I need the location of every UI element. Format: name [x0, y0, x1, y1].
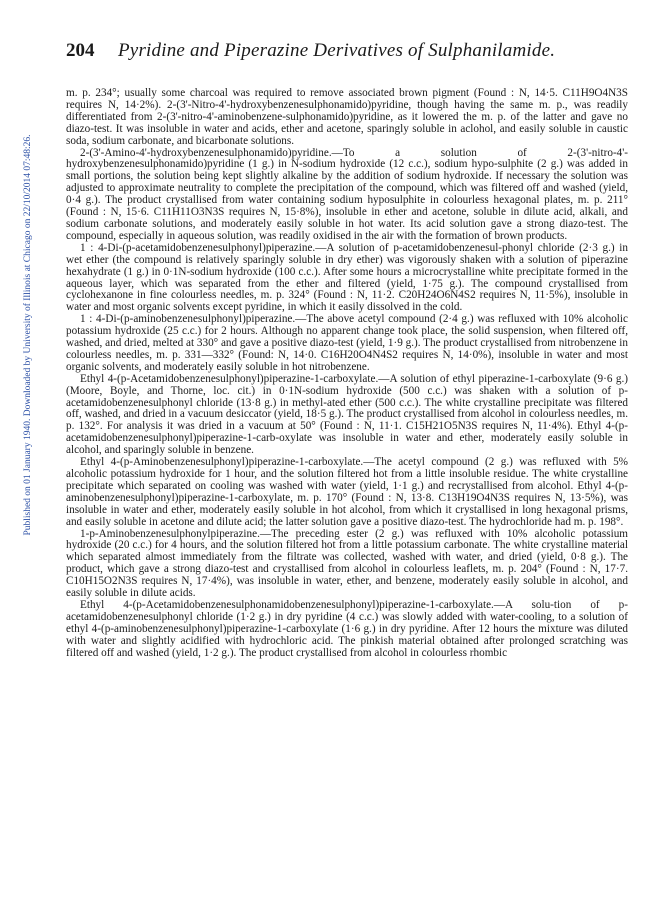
paragraph: m. p. 234°; usually some charcoal was required to remove associated brown pigment (Found : N, 14·5. C11H9O4N3S requires N, 14·2%). 2-(3'-Nitro-4'-hydroxybenzenesulphonamido)pyridine, though having the same m. p., was readily differentiated from 2-(3'-nitro-4'-aminobenzene-sulphonamido)pyridine, as it lowered the m. p. of the latter and gave no diazo-test. It was insoluble in water and acids, ether and acetone, sparingly soluble in aclohol, and easily soluble in caustic soda, sodium carbonate, and bicarbonate solutions. [66, 87, 628, 147]
publication-download-note[interactable]: Published on 01 January 1940. Downloaded by University of Illinois at Chicago on 22/10/2014 07:48:26. [23, 134, 33, 536]
paragraph: Ethyl 4-(p-Acetamidobenzenesulphonamidobenzenesulphonyl)piperazine-1-carboxylate.—A solu-tion of p-acetamidobenzenesulphonyl chloride (1·2 g.) in dry pyridine (4 c.c.) was slowly added with water-cooling, to a solution of ethyl 4-(p-aminobenzenesulphonyl)piperazine-1-carboxylate (1·6 g.) in dry pyridine. After 12 hours the mixture was diluted with water and slightly acidified with hydrochloric acid. The pinkish material obtained after prolonged scratching was filtered off and washed (yield, 1·2 g.). The product crystallised from alcohol in colourless rhombic [66, 598, 628, 659]
paragraph: 1 : 4-Di-(p-aminobenzenesulphonyl)piperazine.—The above acetyl compound (2·4 g.) was refluxed with 10% alcoholic potassium hydroxide (25 c.c.) for 2 hours. Although no apparent change took place, the solid suspension, when filtered off, washed, and dried, melted at 330° and gave a positive diazo-test (yield, 1·9 g.). The product crystallised from nitrobenzene in colourless needles, m. p. 331—332° (Found: N, 14·0. C16H20O4N4S2 requires N, 14·0%), insoluble in water and most organic solvents, and moderately easily soluble in hot nitrobenzene. [66, 313, 628, 373]
paragraph: Ethyl 4-(p-Acetamidobenzenesulphonyl)piperazine-1-carboxylate.—A solution of ethyl piperazine-1-carboxylate (9·6 g.) (Moore, Boyle, and Thorne, loc. cit.) in 0·1N-sodium hydroxide (500 c.c.) was shaken with a solution of p-acetamidobenzenesulphonyl chloride (13·8 g.) in methyl-ated ether (500 c.c.). The white crystalline precipitate was filtered off, washed, and dried in a vacuum desiccator (yield, 18·5 g.). The product crystallised from alcohol in colourless needles, m. p. 132°. For analysis it was dried in a vacuum at 50° (Found : N, 11·1. C15H21O5N3S requires N, 11·4%). Ethyl 4-(p-acetamidobenzenesulphonyl)piperazine-1-carb-oxylate was insoluble in water and ether, moderately easily soluble in alcohol, and sparingly soluble in benzene. [66, 372, 628, 457]
page-header [66, 40, 626, 68]
paragraph: 2-(3'-Amino-4'-hydroxybenzenesulphonamido)pyridine.—To a solution of 2-(3'-nitro-4'-hydroxybenzenesulphonamido)pyridine (1 g.) in N-sodium hydroxide (12 c.c.), sodium hypo-sulphite (2 g.) was added in small portions, the solution being kept slightly alkaline by the addition of sodium hydroxide. If necessary the solution was adjusted to approximate neutrality to complete the precipitation of the compound, which was filtered off and washed (yield, 0·4 g.). The product crystallised from water containing sodium hyposulphite in colourless hexagonal plates, m. p. 211° (Found : N, 15·6. C11H11O3N3S requires N, 15·8%), insoluble in ether and acetone, soluble in dilute acid, alkali, and sodium carbonate solutions, and moderately easily soluble in hot water. Its acid solution gave a strong diazo-test. The compound, especially in aqueous solution, was readily oxidised in the air with the formation of brown products. [66, 146, 628, 242]
paragraph: 1-p-Aminobenzenesulphonylpiperazine.—The preceding ester (2 g.) was refluxed with 10% alcoholic potassium hydroxide (20 c.c.) for 4 hours, and the solution filtered hot from a little potassium carbonate. The white crystalline material which separated almost immediately from the filtrate was collected, washed with water, and dried (yield, 0·8 g.). The product, which gave a strong diazo-test and crystallised from alcohol in colourless leaflets, m. p. 204° (Found : N, 17·7. C10H15O2N3S requires N, 17·4%), was insoluble in water, ether, and benzene, moderately easily soluble in alcohol, and easily soluble in dilute acids. [66, 527, 628, 600]
paragraph: Ethyl 4-(p-Aminobenzenesulphonyl)piperazine-1-carboxylate.—The acetyl compound (2 g.) was refluxed with 5% alcoholic potassium hydroxide for 1 hour, and the solution filtered hot from a little insoluble residue. The white crystalline precipitate which separated on cooling was washed with water (yield, 1·1 g.) and recrystallised from alcohol. Ethyl 4-(p-aminobenzenesulphonyl)piperazine-1-carboxylate, m. p. 170° (Found : N, 13·8. C13H19O4N3S requires N, 13·5%), was insoluble in water and ether, moderately easily soluble in hot alcohol, from which it crystallised in long hexagonal prisms, and easily soluble in acetone and dilute acid; the latter solution gave a positive diazo-test. The hydrochloride had m. p. 198°. [66, 456, 628, 528]
paragraph: 1 : 4-Di-(p-acetamidobenzenesulphonyl)piperazine.—A solution of p-acetamidobenzenesul-phonyl chloride (2·3 g.) in wet ether (the compound is relatively sparingly soluble in dry ether) was vigorously shaken with a solution of piperazine hexahydrate (1 g.) in 0·1N-sodium hydroxide (100 c.c.). After some hours a microcrystalline white precipitate formed in the aqueous layer, which was separated from the ether and filtered (yield, 1·75 g.). The compound crystallised from cyclohexanone in fine colourless needles, m. p. 324° (Found : N, 11·2. C20H24O6N4S2 requires N, 11·5%), insoluble in water and most organic solvents except pyridine, in which it easily dissolved in the cold. [66, 241, 628, 314]
running-title: Pyridine and Piperazine Derivatives of Sulphanilamide. [118, 40, 556, 61]
article-body [66, 88, 628, 660]
page-number: 204 [66, 40, 95, 61]
